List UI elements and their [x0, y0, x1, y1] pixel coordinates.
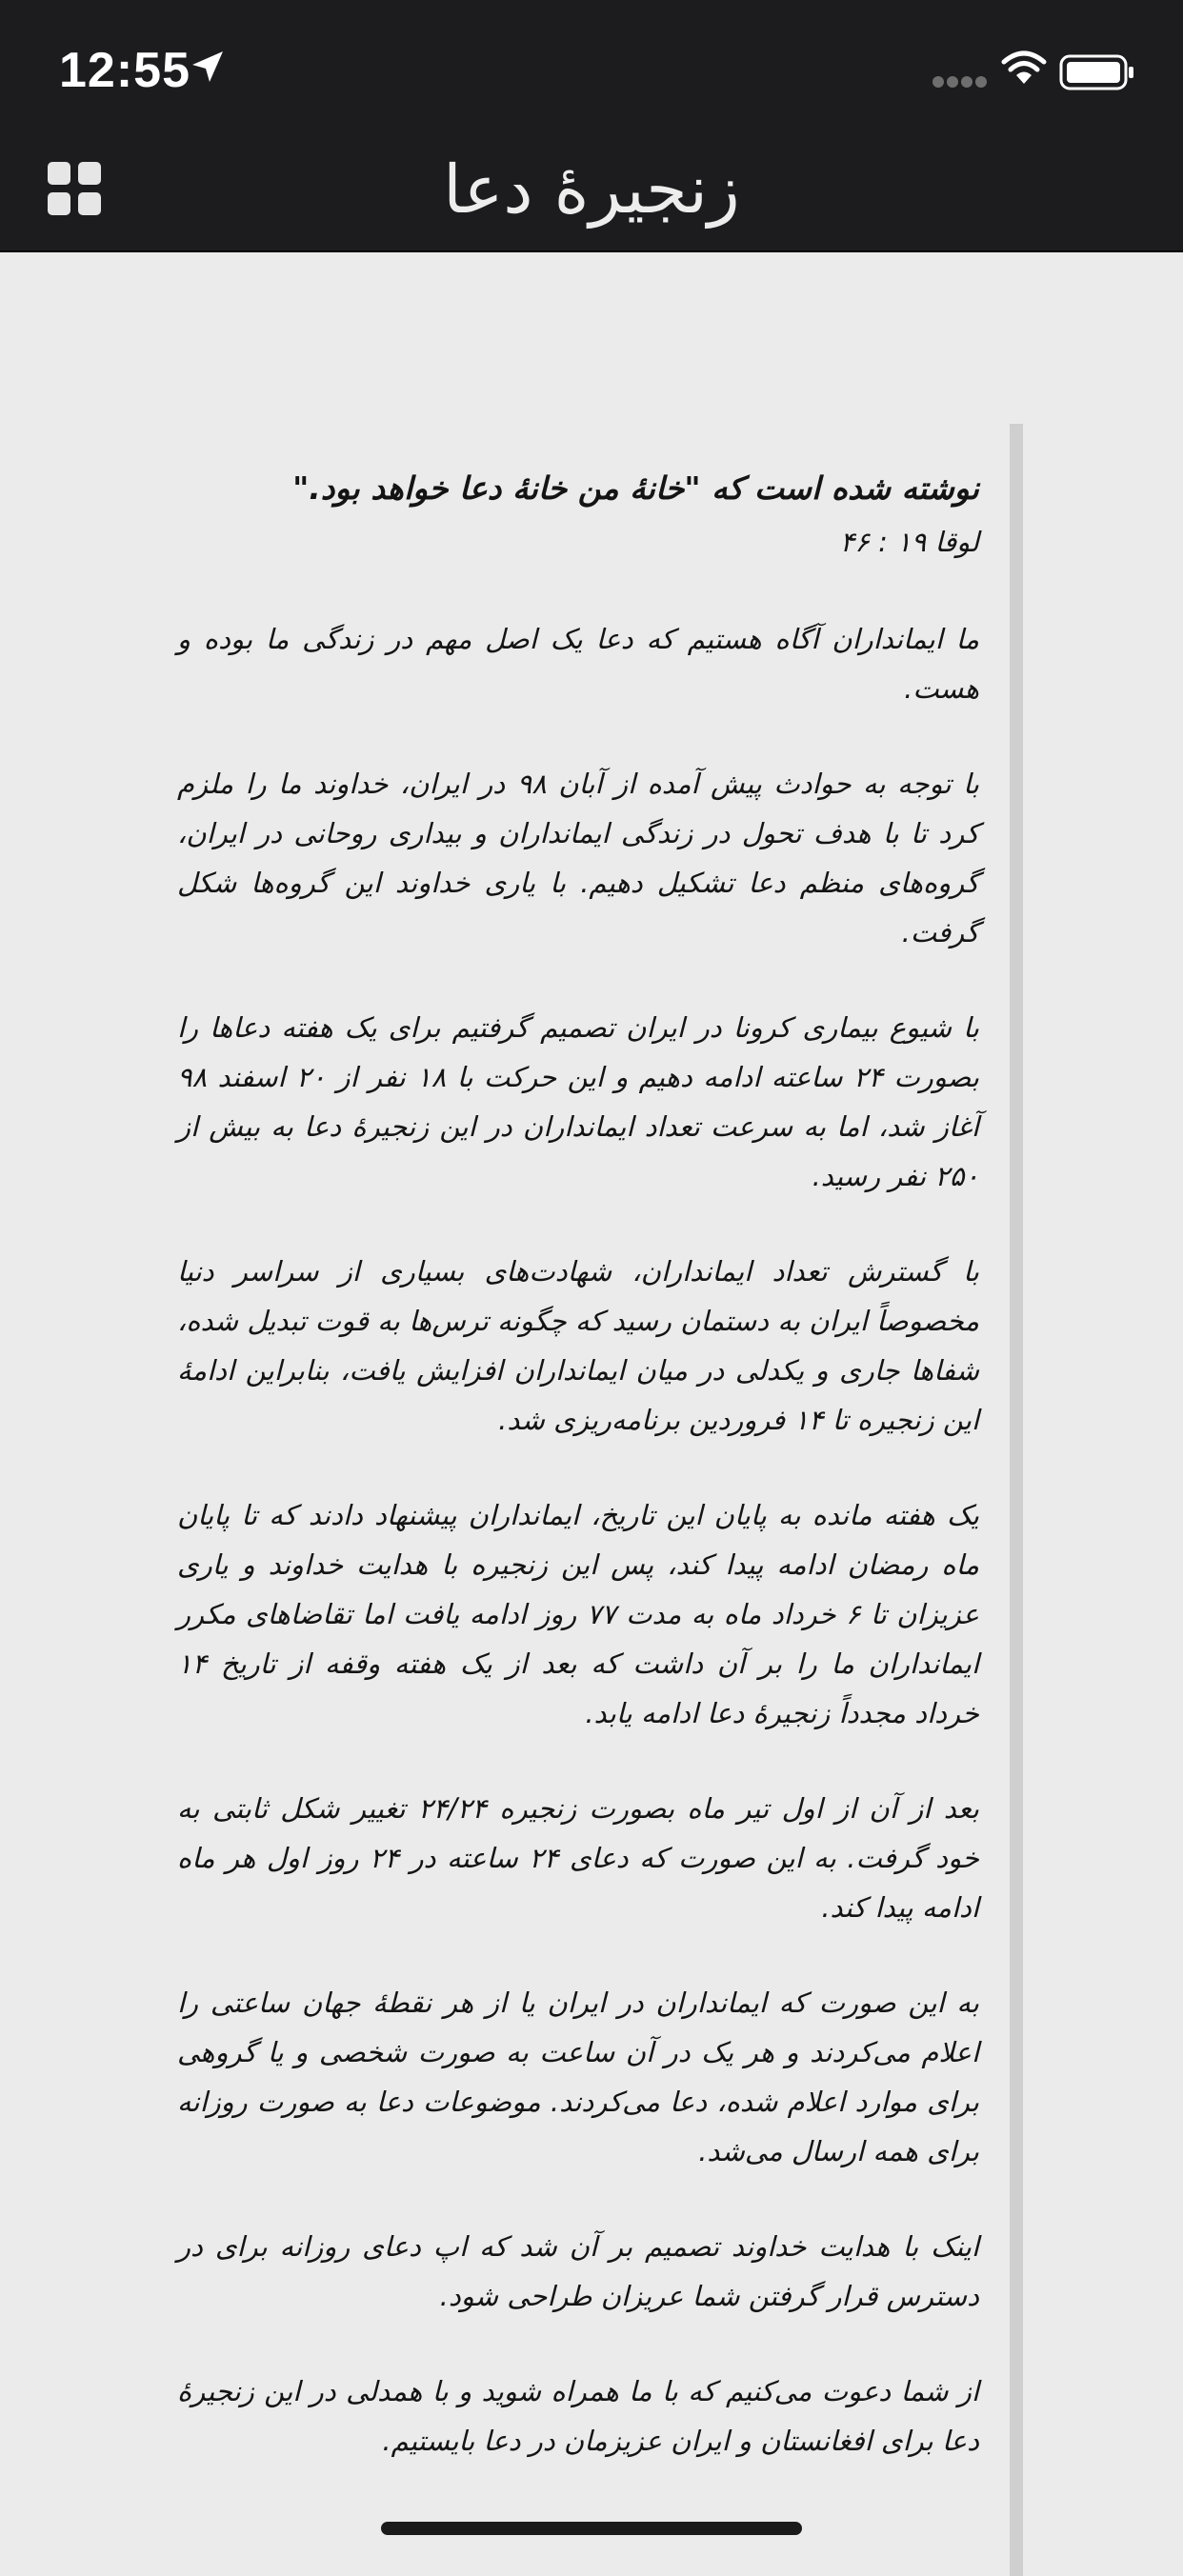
nav-bar	[0, 143, 1183, 252]
paragraph: اینک با هدایت خداوند تصمیم بر آن شد که اپ دعای روزانه برای در دسترس قرار گرفتن شما عریزان طراحی شود.	[177, 2230, 979, 2312]
paragraph: بعد از آن از اول تیر ماه بصورت زنجیره ۲۴/۲۴ تغییر شکل ثابتی به خود گرفت. به این صورت که دعای ۲۴ ساعته در ۲۴ روز اول هر ماه ادامه پیدا کند.	[177, 1792, 980, 1924]
article	[177, 462, 979, 2511]
wifi-icon	[1000, 48, 1048, 90]
page-title: زنجیرهٔ دعا	[443, 150, 740, 229]
signal-icon	[932, 74, 989, 92]
paragraph: به این صورت که ایمانداران در ایران یا از هر نقطهٔ جهان ساعتی را اعلام می‌کردند و هر یک در آن ساعت به صورت شخصی و یا گروهی برای موارد اعلام شده، دعا می‌کردند. موضوعات دعا به صورت روزانه برای همه ارسال می‌شد.	[177, 1987, 979, 2167]
paragraph: ما ایمانداران آگاه هستیم که دعا یک اصل مهم در زندگی ما بوده و هست.	[177, 623, 979, 705]
paragraph: با توجه به حوادث پیش آمده از آبان ۹۸ در ایران، خداوند ما را ملزم کرد تا با هدف تحول در زندگی ایمانداران و بیداری روحانی در ایران، گروه‌های منظم دعا تشکیل دهیم. با یاری خداوند این گروه‌ها شکل گرفت.	[177, 768, 979, 949]
status-time: 12:55	[59, 43, 190, 98]
paragraph: از شما دعوت می‌کنیم که با ما همراه شوید و با همدلی در این زنجیرهٔ دعا برای افغانستان و ایران عزیزمان در دعا بایستیم.	[177, 2375, 979, 2457]
location-arrow-icon	[189, 48, 227, 90]
paragraph: یک هفته مانده به پایان این تاریخ، ایمانداران پیشنهاد دادند که تا پایان ماه رمضان ادامه پیدا کند، پس این زنجیره با هدایت خداوند و یاری عزیزان تا ۶ خرداد ماه به مدت ۷۷ روز ادامه یافت اما تقاضاهای مکرر ایمانداران ما را بر آن داشت که بعد از یک هفته وقفه از تاریخ ۱۴ خرداد مجدداً زنجیرهٔ دعا ادامه یابد.	[177, 1499, 979, 1729]
status-bar	[0, 0, 1183, 143]
paragraph: با شیوع بیماری کرونا در ایران تصمیم گرفتیم برای یک هفته دعاها را بصورت ۲۴ ساعته ادامه دهیم و این حرکت با ۱۸ نفر از ۲۰ اسفند ۹۸ آغاز شد، اما به سرعت تعداد ایمانداران در این زنجیرهٔ دعا به بیش از ۲۵۰ نفر رسید.	[177, 1011, 980, 1192]
scrollbar[interactable]	[1010, 424, 1023, 2576]
paragraph: با گسترش تعداد ایمانداران، شهادت‌های بسیاری از سراسر دنیا مخصوصاً ایران به دستمان رسید که چگونه ترس‌ها به قوت تبدیل شده، شفاها جاری و یکدلی در میان ایمانداران افزایش یافت، بنابراین ادامهٔ این زنجیره تا ۱۴ فروردین برنامه‌ریزی شد.	[177, 1255, 979, 1436]
bible-reference: لوقا ۱۹ : ۴۶	[839, 526, 979, 558]
article-headline: نوشته شده است که "خانهٔ من خانهٔ دعا خواهد بود."	[292, 469, 979, 507]
battery-icon	[1059, 53, 1135, 95]
content-area[interactable]	[0, 252, 1183, 2560]
home-indicator[interactable]	[381, 2522, 802, 2535]
